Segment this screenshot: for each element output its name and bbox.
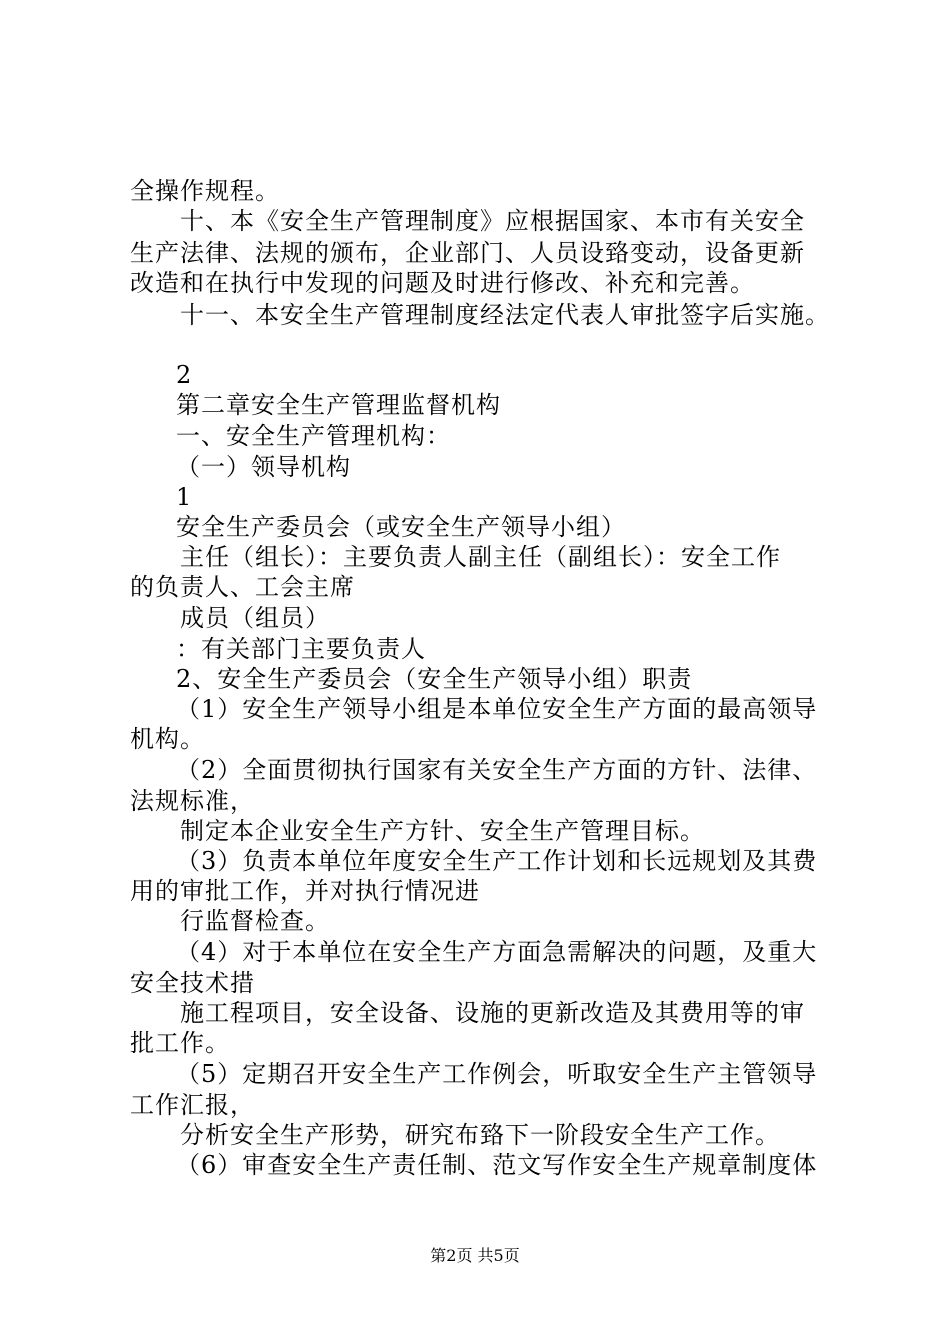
text-line: 安全技术措 <box>130 969 255 997</box>
text-line: 施工程项目，安全设备、设施的更新改造及其费用等的审 <box>180 999 805 1027</box>
text-line: ：有关部门主要负责人 <box>176 635 426 663</box>
text-line: （6）审查安全生产责任制、范文写作安全生产规章制度体 <box>176 1151 818 1179</box>
text-line: 1 <box>176 483 193 511</box>
text-line: （2）全面贯彻执行国家有关安全生产方面的方针、法律、 <box>176 756 818 784</box>
text-line: 机构。 <box>130 725 205 753</box>
text-line: （5）定期召开安全生产工作例会，听取安全生产主管领导 <box>176 1060 818 1088</box>
text-line: 生产法律、法规的颁布，企业部门、人员设臵变动，设备更新 <box>130 239 805 267</box>
text-line: 主任（组长）：主要负责人副主任（副组长）：安全工作 <box>180 543 781 571</box>
text-line: 成员（组员） <box>180 604 330 632</box>
text-line: 十一、本安全生产管理制度经法定代表人审批签字后实施。 <box>180 301 830 329</box>
text-line: 一、安全生产管理机构： <box>176 422 451 450</box>
text-line: 全操作规程。 <box>130 177 280 205</box>
page-footer: 第2页 共5页 <box>430 1246 520 1265</box>
text-line: 工作汇报， <box>130 1091 255 1119</box>
text-line: 改造和在执行中发现的问题及时进行修改、补充和完善。 <box>130 269 755 297</box>
text-line: （4）对于本单位在安全生产方面急需解决的问题，及重大 <box>176 938 818 966</box>
text-line: 行监督检查。 <box>180 907 330 935</box>
text-line: 十、本《安全生产管理制度》应根据国家、本市有关安全 <box>180 207 805 235</box>
text-line: （1）安全生产领导小组是本单位安全生产方面的最高领导 <box>176 695 818 723</box>
text-line: （一）领导机构 <box>176 453 351 481</box>
text-line: 制定本企业安全生产方针、安全生产管理目标。 <box>180 817 705 845</box>
text-line: 分析安全生产形势，研究布臵下一阶段安全生产工作。 <box>180 1121 780 1149</box>
section-heading: 第二章安全生产管理监督机构 <box>176 391 501 419</box>
text-line: 批工作。 <box>130 1029 230 1057</box>
text-line: 2 <box>176 361 193 389</box>
text-line: 的负责人、工会主席 <box>130 573 355 601</box>
text-line: 用的审批工作，并对执行情况进 <box>130 877 480 905</box>
text-line: 法规标准， <box>130 787 255 815</box>
text-line: （3）负责本单位年度安全生产工作计划和长远规划及其费 <box>176 847 818 875</box>
text-line: 2、安全生产委员会（安全生产领导小组）职责 <box>176 665 693 693</box>
text-line: 安全生产委员会（或安全生产领导小组） <box>176 513 626 541</box>
